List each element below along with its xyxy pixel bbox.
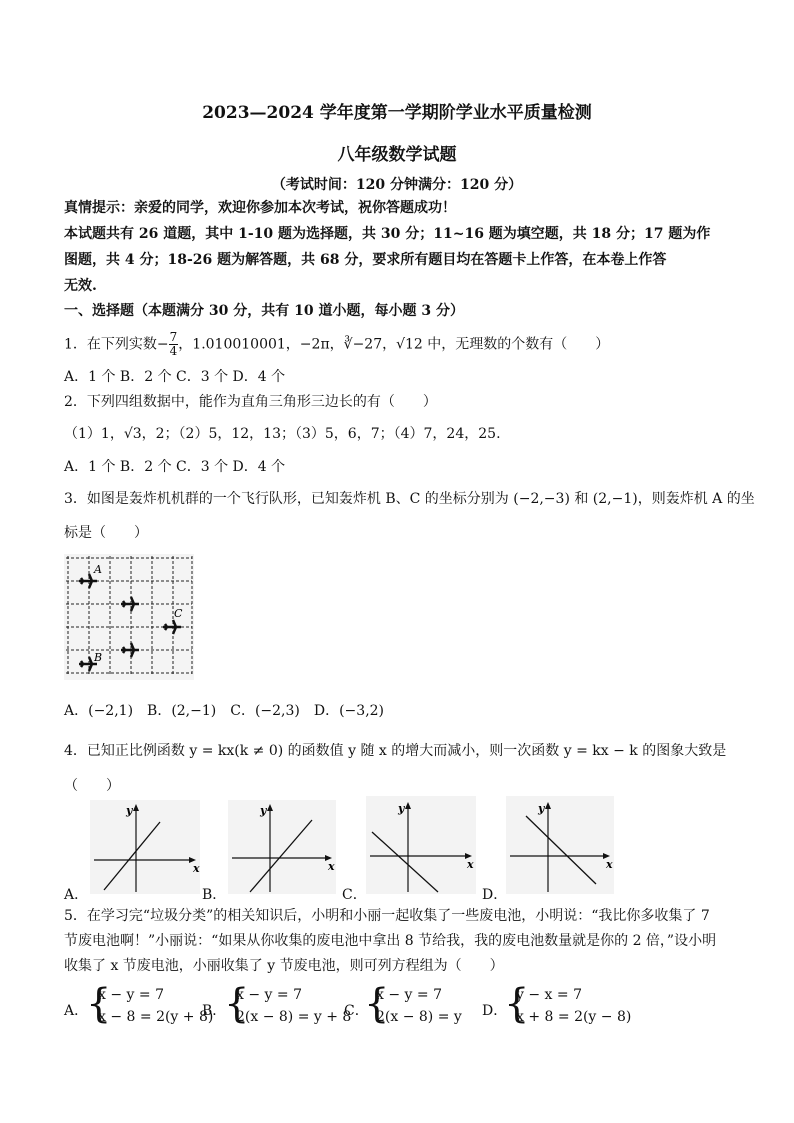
brace-icon: { <box>224 981 250 1027</box>
q4-label-a: A． <box>64 887 89 903</box>
q5-b-eq2: 2(x − 8) = y + 8 <box>236 1009 352 1025</box>
q2-data: （1）1，√3，2；（2）5，12，13；（3）5，6，7；（4）7，24，25. <box>64 426 501 442</box>
brace-icon: { <box>364 981 390 1027</box>
axis-x-label: x <box>606 858 613 871</box>
exam-title: 2023—2024 学年度第一学期阶学业水平质量检测 <box>202 103 592 123</box>
section1-heading: 一、选择题（本题满分 30 分，共有 10 道小题，每小题 3 分） <box>64 303 464 319</box>
q5-a-eq2: x − 8 = 2(y + 8) <box>98 1009 214 1025</box>
axis-y-label: y <box>126 804 133 817</box>
q5-label-c: C． <box>344 1003 369 1019</box>
q4-label-b: B． <box>202 887 227 903</box>
brace-icon: { <box>86 981 112 1027</box>
q4-paren: （ ） <box>64 778 120 794</box>
brace-icon: { <box>504 981 530 1027</box>
q3-options: A．(−2,1) B．(2,−1) C．(−2,3) D．(−3,2) <box>64 703 385 719</box>
axis-x-label: x <box>467 858 474 871</box>
q4-graph-d <box>506 796 614 894</box>
q1-prefix: 1．在下列实数− <box>64 336 169 353</box>
q5-b-eq1: x − y = 7 <box>236 987 302 1003</box>
q4-label-c: C． <box>342 887 367 903</box>
axis-x-label: x <box>328 860 335 873</box>
q5-system-a <box>98 984 213 1028</box>
q5-d-eq1: y − x = 7 <box>516 987 582 1003</box>
q2-stem: 2．下列四组数据中，能作为直角三角形三边长的有（ ） <box>64 394 437 410</box>
q5-line1: 5．在学习完“垃圾分类”的相关知识后，小明和小丽一起收集了一些废电池，小明说：“我比你多收集了 7 <box>64 908 710 924</box>
q5-a-eq1: x − y = 7 <box>98 987 164 1003</box>
q3-stem-line1: 3．如图是轰炸机机群的一个飞行队形，已知轰炸机 B、C 的坐标分别为 (−2,−3) 和 (2,−1)，则轰炸机 A 的坐 <box>64 491 755 507</box>
q4-graph-a <box>90 800 200 894</box>
intro-desc-line2: 图题，共 4 分；18-26 题为解答题，共 68 分，要求所有题目均在答题卡上作答，在本卷上作答 <box>64 252 667 268</box>
axis-y-label: y <box>538 802 545 815</box>
q5-line3: 收集了 x 节废电池，小丽收集了 y 节废电池，则可列方程组为（ ） <box>64 958 504 974</box>
q5-system-c <box>376 984 462 1028</box>
q3-stem-line2: 标是（ ） <box>64 525 148 541</box>
axis-y-label: y <box>398 802 405 815</box>
plane-label-c: C <box>174 607 183 620</box>
q5-label-d: D． <box>482 1003 508 1019</box>
q1-stem <box>64 331 609 358</box>
q5-c-eq1: x − y = 7 <box>376 987 442 1003</box>
q2-options: A．1 个 B．2 个 C．3 个 D．4 个 <box>64 459 286 475</box>
q5-d-eq2: x + 8 = 2(y − 8) <box>516 1009 632 1025</box>
plane-label-a: A <box>94 563 102 576</box>
q1-frac-den: 4 <box>169 344 178 358</box>
q3-formation-grid <box>64 554 194 680</box>
q5-system-b <box>236 984 351 1028</box>
q1-mid: ，1.010010001，−2π，∛−27，√12 中，无理数的个数有（ ） <box>178 336 610 353</box>
q4-label-d: D． <box>482 887 508 903</box>
q1-options: A．1 个 B．2 个 C．3 个 D．4 个 <box>64 369 286 385</box>
q5-label-b: B． <box>202 1003 227 1019</box>
q5-line2: 节废电池啊！”小丽说：“如果从你收集的废电池中拿出 8 节给我，我的废电池数量就是你的 2 倍，”设小明 <box>64 933 717 949</box>
intro-tip: 真情提示：亲爱的同学，欢迎你参加本次考试，祝你答题成功！ <box>64 200 456 216</box>
plane-label-b: B <box>94 651 103 664</box>
axis-x-label: x <box>193 862 200 875</box>
q4-graph-b <box>228 800 336 894</box>
exam-time-info: （考试时间：120 分钟满分：120 分） <box>271 177 523 193</box>
q1-fraction <box>169 331 179 358</box>
axis-y-label: y <box>260 804 267 817</box>
q4-stem: 4．已知正比例函数 y = kx(k ≠ 0) 的函数值 y 随 x 的增大而减小，则一次函数 y = kx − k 的图象大致是 <box>64 743 727 759</box>
exam-subtitle: 八年级数学试题 <box>337 145 457 165</box>
q5-system-d <box>516 984 631 1028</box>
intro-desc-line3: 无效. <box>64 278 97 294</box>
q5-c-eq2: 2(x − 8) = y <box>376 1009 462 1025</box>
q5-label-a: A． <box>64 1003 89 1019</box>
q4-graph-c <box>366 796 476 894</box>
q1-frac-num: 7 <box>169 330 178 344</box>
intro-desc-line1: 本试题共有 26 道题，其中 1-10 题为选择题，共 30 分；11~16 题为填空题，共 18 分；17 题为作 <box>64 226 711 242</box>
